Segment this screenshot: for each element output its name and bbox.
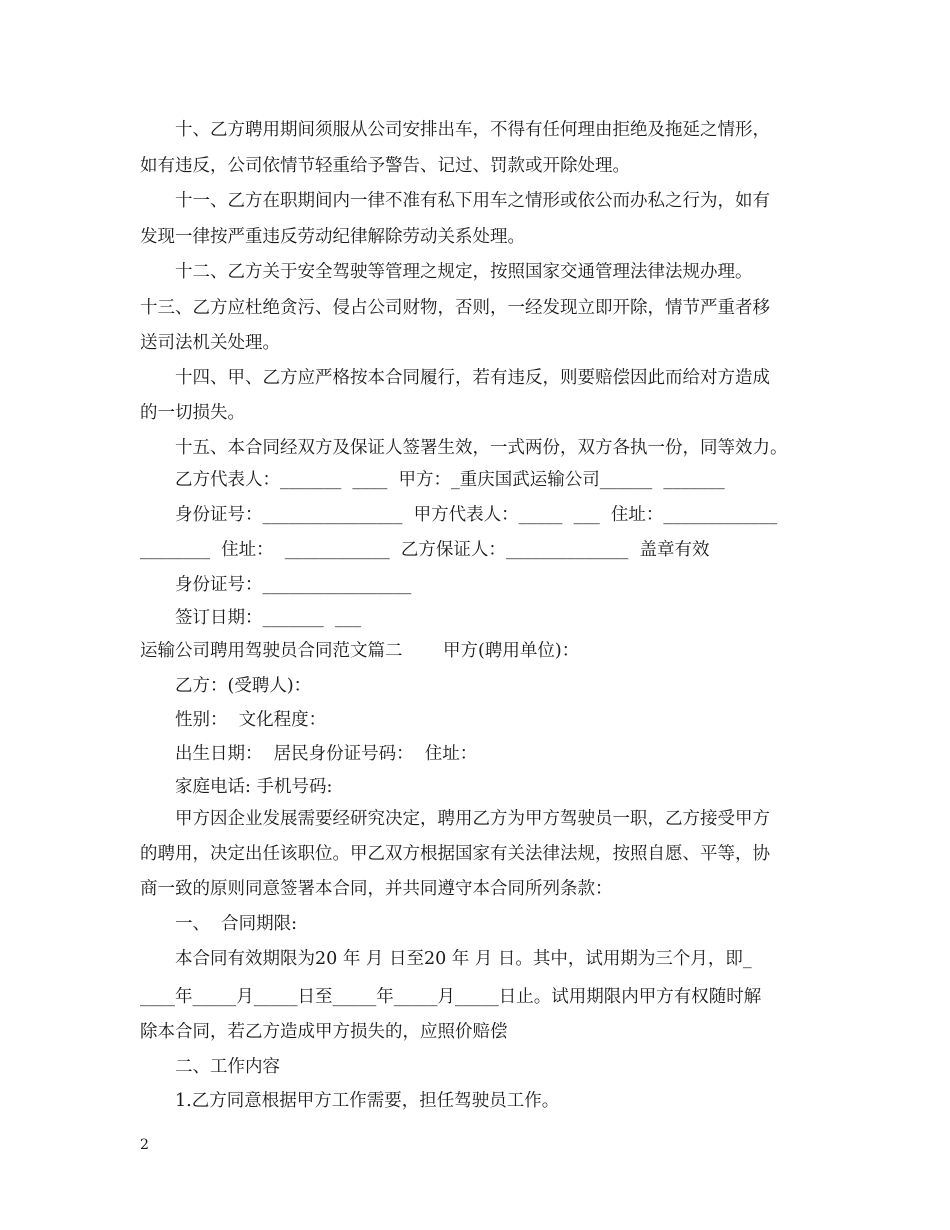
text-line-8: 十四、甲、乙方应严格按本合同履行，若有违反，则要赔偿因此而给对方造成	[140, 368, 770, 388]
section-heading-part-two: 运输公司聘用驾驶员合同范文篇二 甲方(聘用单位)：	[140, 641, 580, 661]
text-line-5: 十二、乙方关于安全驾驶等管理之规定，按照国家交通管理法律法规办理。	[140, 262, 753, 282]
text-line-22: 的聘用，决定出任该职位。甲乙双方根据国家有关法律法规，按照自愿、平等，协	[140, 844, 770, 864]
signature-line-date: 签订日期：_______ ___	[140, 608, 362, 628]
text-line-26: ____年_____月_____日至_____年_____月_____日止。试用期限内甲方有权随时解	[140, 987, 762, 1007]
text-line-6: 十三、乙方应杜绝贪污、侵占公司财物，否则，一经发现立即开除，情节严重者移	[140, 298, 770, 318]
text-line-21: 甲方因企业发展需要经研究决定，聘用乙方为甲方驾驶员一职，乙方接受甲方	[140, 809, 770, 829]
text-line-20: 家庭电话: 手机号码:	[140, 777, 333, 797]
text-line-17: 乙方：(受聘人)：	[140, 676, 312, 696]
text-line-25: 本合同有效期限为20 年 月 日至20 年 月 日。其中，试用期为三个月，即_	[140, 949, 752, 969]
text-line-24: 一、 合同期限:	[140, 914, 298, 934]
text-line-27: 除本合同，若乙方造成甲方损失的，应照价赔偿	[140, 1022, 508, 1042]
signature-line-representative: 乙方代表人：_______ ____ 甲方：_重庆国武运输公司______ _______	[140, 470, 725, 490]
text-line-1: 十、乙方聘用期间须服从公司安排出车，不得有任何理由拒绝及拖延之情形，	[140, 120, 770, 140]
text-line-28: 二、工作内容	[140, 1057, 280, 1077]
text-line-10: 十五、本合同经双方及保证人签署生效，一式两份，双方各执一份，同等效力。	[140, 438, 788, 458]
text-line-9: 的一切损失。	[140, 403, 245, 423]
signature-line-id-number-2: 身份证号：_________________	[140, 575, 412, 595]
text-line-7: 送司法机关处理。	[140, 333, 280, 353]
page-number: 2	[140, 1137, 149, 1153]
text-line-23: 商一致的原则同意签署本合同，并共同遵守本合同所列条款：	[140, 879, 613, 899]
text-line-18: 性别： 文化程度：	[140, 710, 327, 730]
signature-line-id-number: 身份证号：________________ 甲方代表人：_____ ___ 住址：_____________	[140, 505, 778, 525]
text-line-3: 十一、乙方在职期间内一律不准有私下用车之情形或依公而办私之行为，如有	[140, 191, 770, 211]
text-line-4: 发现一律按严重违反劳动纪律解除劳动关系处理。	[140, 227, 525, 247]
text-line-19: 出生日期： 居民身份证号码： 住址：	[140, 744, 478, 764]
text-line-2: 如有违反，公司依情节轻重给予警告、记过、罚款或开除处理。	[140, 156, 630, 176]
signature-line-address: ________ 住址： ____________ 乙方保证人：______________ 盖章有效	[140, 540, 710, 560]
text-line-29: 1.乙方同意根据甲方工作需要，担任驾驶员工作。	[140, 1091, 560, 1111]
